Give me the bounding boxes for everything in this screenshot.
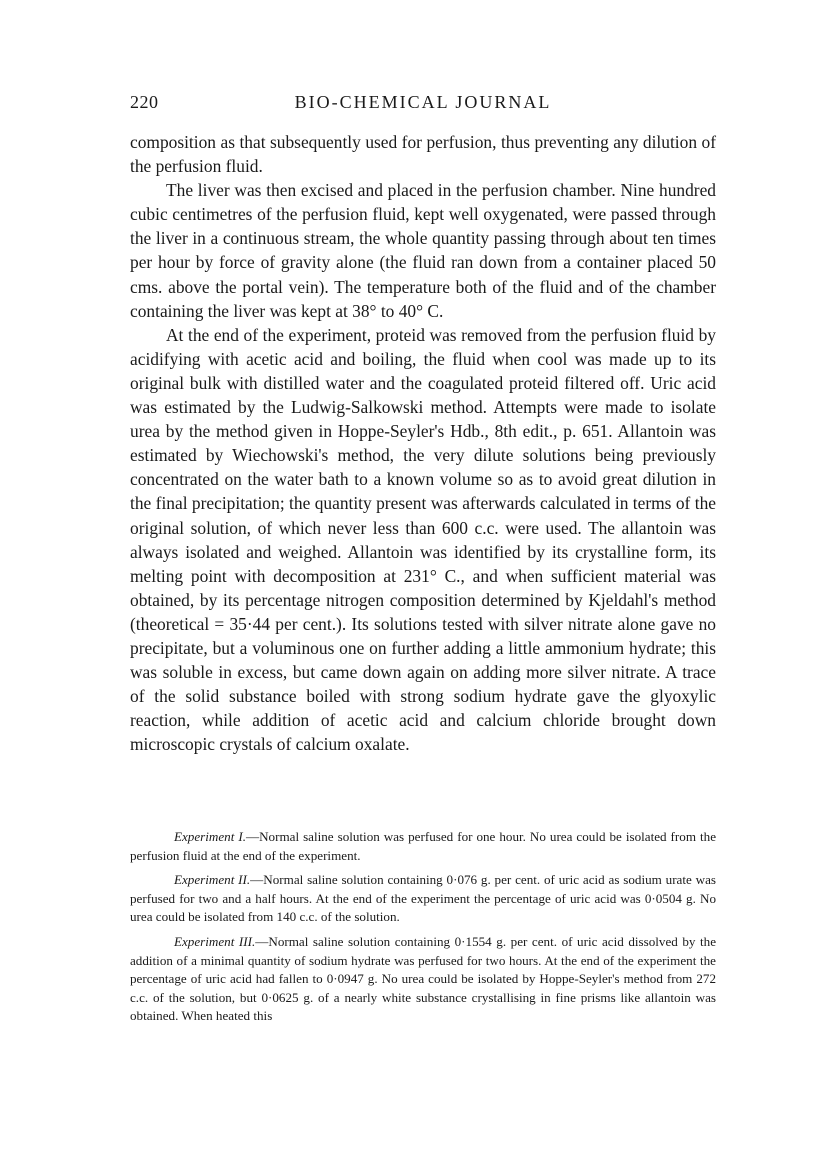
body-text	[130, 130, 716, 756]
experiment-entry	[130, 871, 716, 927]
running-head: BIO-CHEMICAL JOURNAL	[294, 92, 552, 112]
experiment-label: Experiment II.	[174, 872, 251, 888]
experiment-entry	[130, 933, 716, 1026]
experiment-text: —Normal saline solution containing 0·076 g. per cent. of uric acid as sodium urate was perfused for two and a half hours. At the end of the experiment the percentage of uric acid was 0·0504 g. No urea could be isolated from 140 c.c. of the solution.	[130, 872, 716, 925]
experiments-section	[130, 828, 716, 1032]
experiment-entry	[130, 828, 716, 865]
paragraph-analysis-methods: At the end of the experiment, proteid was removed from the perfusion fluid by acidifying with acetic acid and boiling, the fluid when cool was made up to its original bulk with distilled water and the coagulated proteid filtered off. Uric acid was estimated by the Ludwig-Salkowski method. Attempts were made to isolate urea by the method given in Hoppe-Seyler's Hdb., 8th edit., p. 651. Allantoin was estimated by Wiechowski's method, the very dilute solutions being previously concentrated on the water bath to a known volume so as to avoid great dilution in the final precipitation; the quantity present was afterwards calculated in terms of the original solution, of which never less than 600 c.c. were used. The allantoin was always isolated and weighed. Allantoin was identified by its crystalline form, its melting point with decomposition at 231° C., and when sufficient material was obtained, by its percentage nitrogen composition determined by Kjeldahl's method (theoretical = 35·44 per cent.). Its solutions tested with silver nitrate alone gave no precipitate, but a voluminous one on further adding a little ammonium hydrate; this was soluble in excess, but came down again on adding more silver nitrate. A trace of the solid substance boiled with strong sodium hydrate gave the glyoxylic reaction, while addition of acetic acid and calcium chloride brought down microscopic crystals of calcium oxalate.	[130, 324, 716, 755]
experiment-text: —Normal saline solution was perfused for one hour. No urea could be isolated from the perfusion fluid at the end of the experiment.	[130, 829, 716, 863]
experiment-text: —Normal saline solution containing 0·1554 g. per cent. of uric acid dissolved by the addition of a minimal quantity of sodium hydrate was perfused for two hours. At the end of the experiment the percentage of uric acid had fallen to 0·0947 g. No urea could be isolated by Hoppe-Seyler's method from 272 c.c. of the solution, but 0·0625 g. of a nearly white substance crystallising in fine prisms like allantoin was obtained. When heated this	[130, 933, 717, 1024]
page-number: 220	[130, 92, 159, 112]
page-header	[130, 92, 716, 116]
experiment-label: Experiment I.	[174, 829, 246, 844]
paragraph-perfusion-method: The liver was then excised and placed in the perfusion chamber. Nine hundred cubic centimetres of the perfusion fluid, kept well oxygenated, were passed through the liver in a continuous stream, the whole quantity passing through about ten times per hour by force of gravity alone (the fluid ran down from a container placed 50 cms. above the portal vein). The temperature both of the fluid and of the chamber containing the liver was kept at 38° to 40° C.	[130, 180, 716, 321]
experiment-label: Experiment III.	[174, 933, 256, 949]
paragraph-continuation: composition as that subsequently used for perfusion, thus preventing any dilution of the perfusion fluid.	[130, 132, 716, 177]
